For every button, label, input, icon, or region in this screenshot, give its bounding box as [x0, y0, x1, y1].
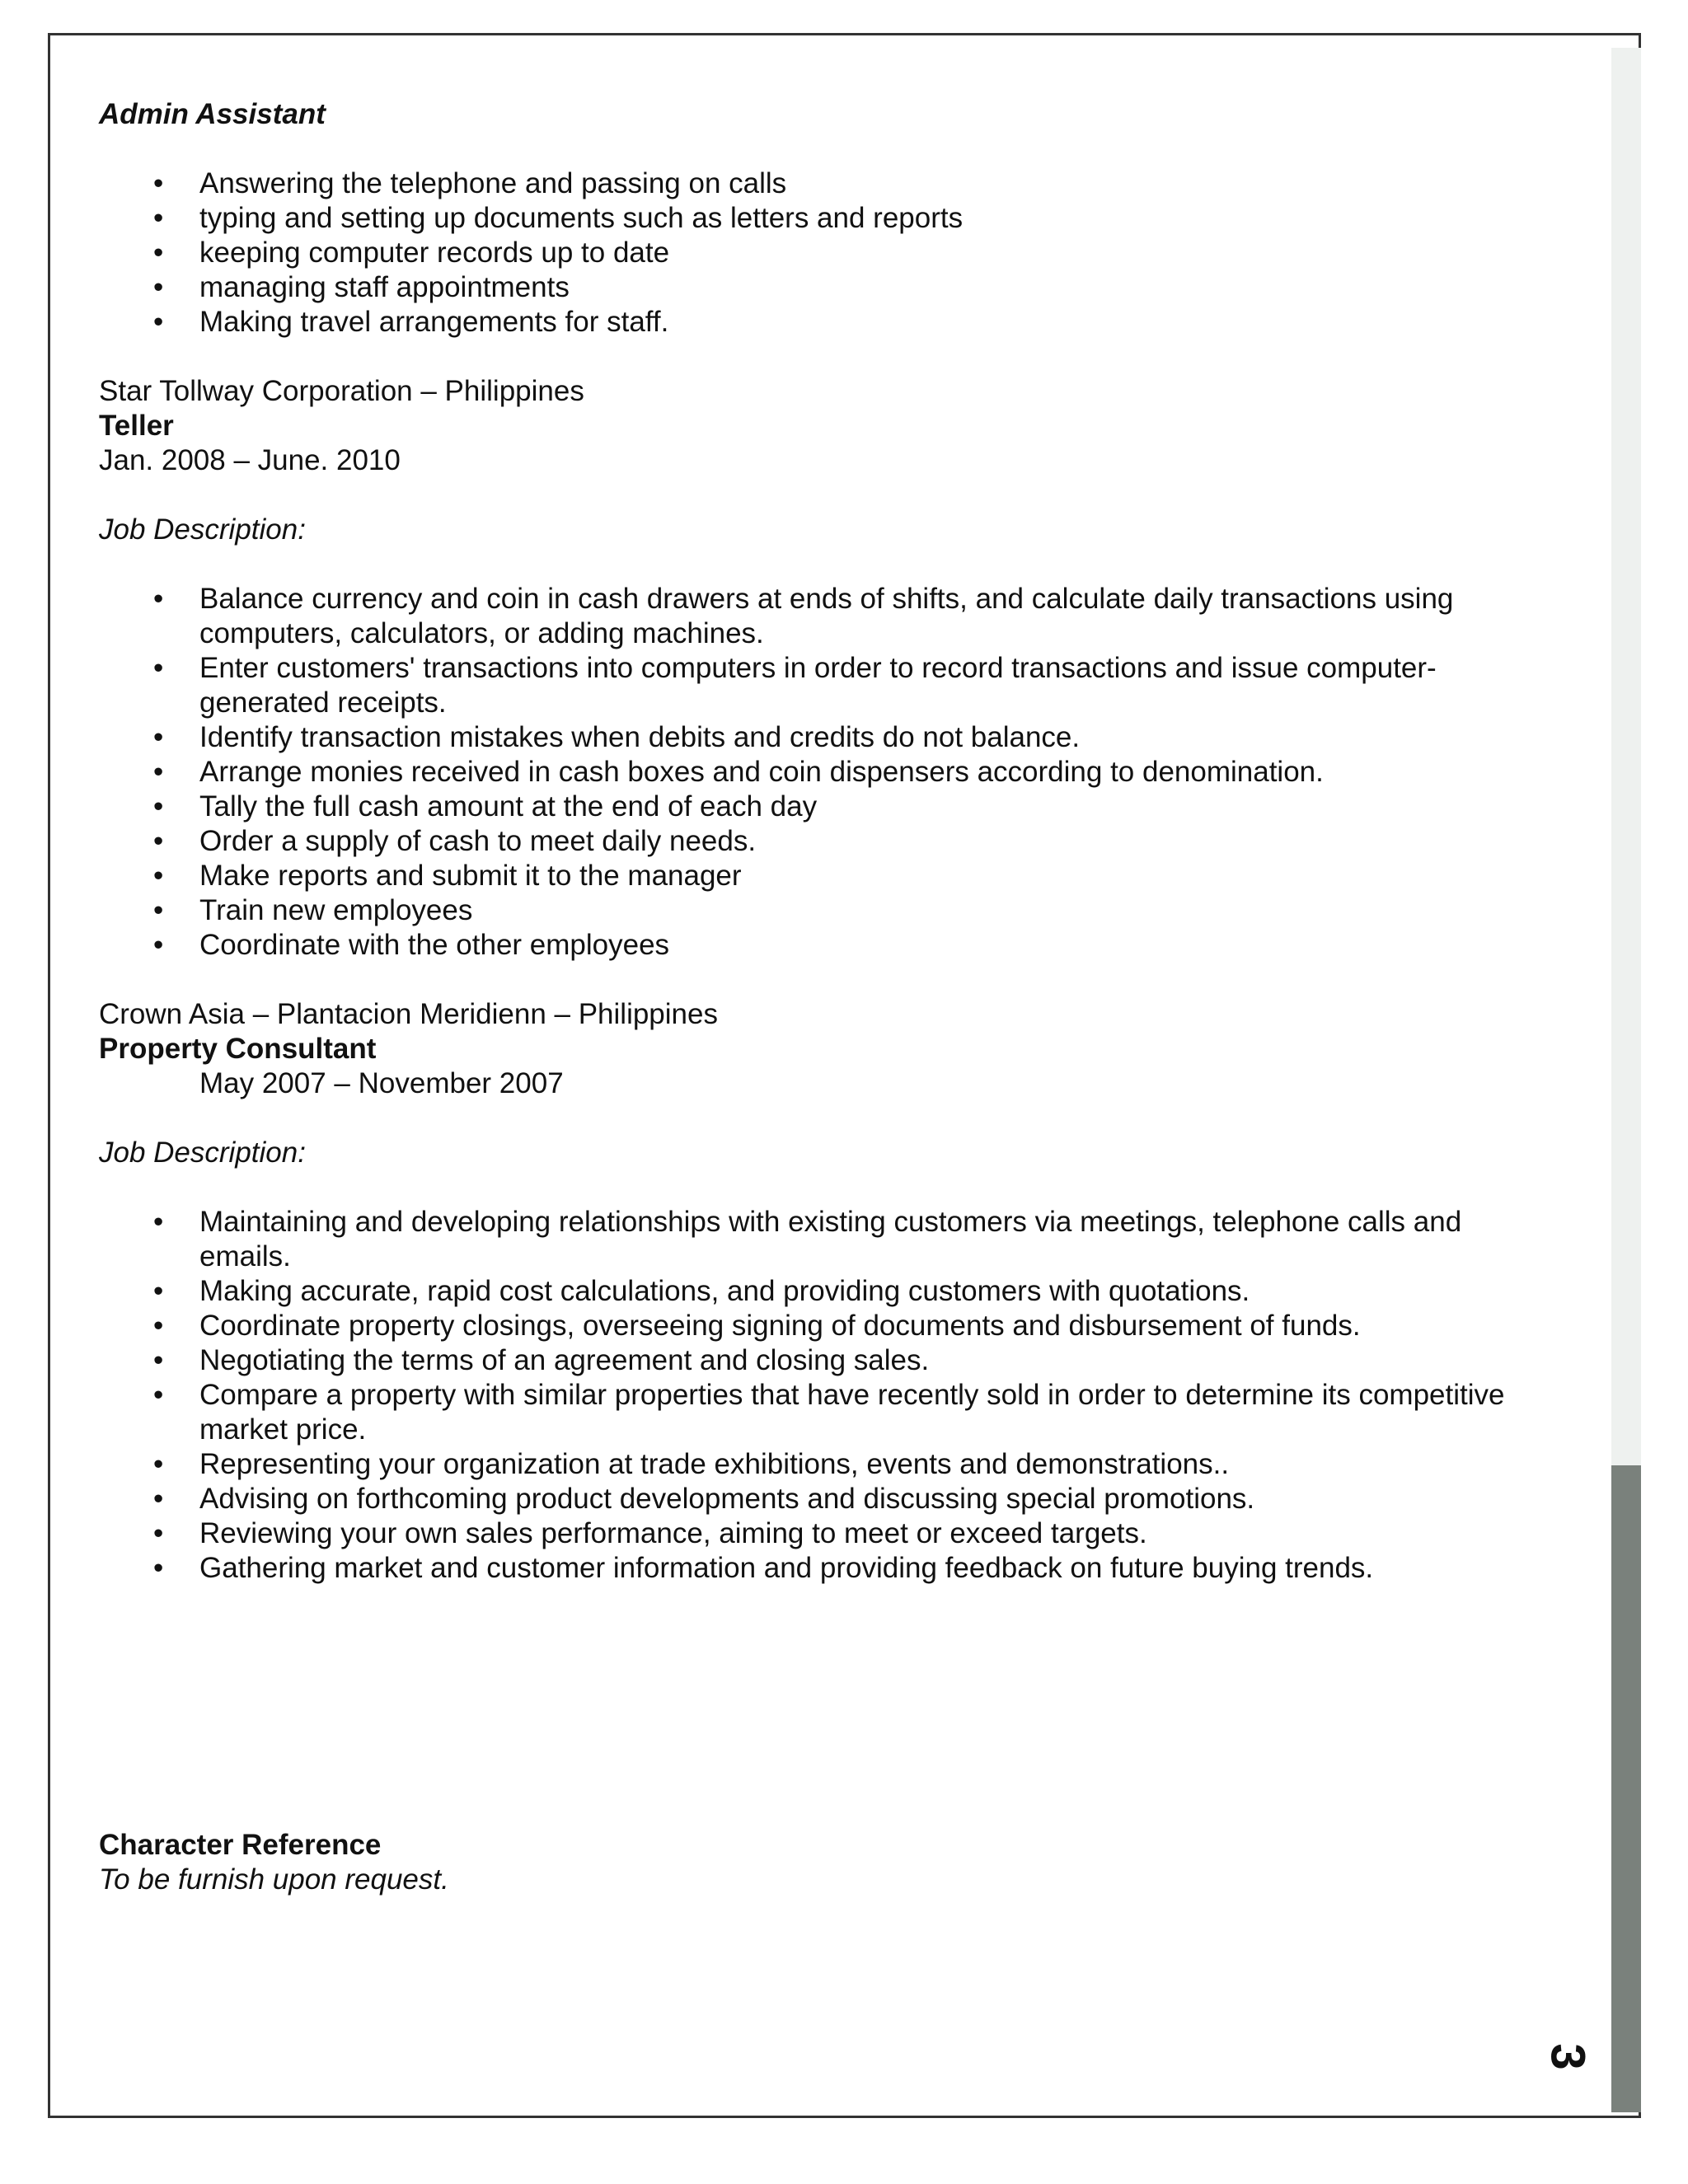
bullet-icon: •: [153, 237, 164, 269]
admin-title: Admin Assistant: [99, 98, 326, 130]
list-item: • typing and setting up documents such as letters and reports: [153, 202, 964, 234]
list-item: • Gathering market and customer information and providing feedback on future buying trends.: [153, 1552, 1374, 1584]
list-item: • Negotiating the terms of an agreement and closing sales.: [153, 1344, 930, 1376]
list-item: • Representing your organization at trade exhibitions, events and demonstrations..: [153, 1448, 1230, 1480]
bullet-icon: •: [153, 167, 164, 199]
list-item: • Enter customers' transactions into computers in order to record transactions and issue computer- generated receipts.: [153, 652, 1437, 719]
teller-jd-label: Job Description:: [99, 513, 306, 546]
list-item: • Make reports and submit it to the manager: [153, 860, 742, 892]
bullet-icon: •: [153, 790, 164, 823]
bullet-icon: •: [153, 1379, 164, 1411]
bullet-icon: •: [153, 860, 164, 892]
property-title: Property Consultant: [99, 1033, 377, 1065]
list-item: • Reviewing your own sales performance, aiming to meet or exceed targets.: [153, 1517, 1147, 1549]
list-item: • Tally the full cash amount at the end of each day: [153, 790, 818, 823]
list-item: • Train new employees: [153, 894, 473, 926]
bullet-icon: •: [153, 1448, 164, 1480]
list-item: • Maintaining and developing relationships with existing customers via meetings, telephone calls and emails.: [153, 1206, 1462, 1272]
bullet-icon: •: [153, 756, 164, 788]
list-item: • Making travel arrangements for staff.: [153, 306, 669, 338]
teller-title: Teller: [99, 410, 174, 442]
bullet-icon: •: [153, 1275, 164, 1307]
property-jd-label: Job Description:: [99, 1137, 306, 1169]
list-item: • keeping computer records up to date: [153, 237, 670, 269]
list-item: • Identify transaction mistakes when debits and credits do not balance.: [153, 721, 1081, 753]
property-company: Crown Asia – Plantacion Meridienn – Philippines: [99, 998, 718, 1030]
bullet-icon: •: [153, 271, 164, 303]
list-item: • Making accurate, rapid cost calculations, and providing customers with quotations.: [153, 1275, 1250, 1307]
list-item: • Arrange monies received in cash boxes and coin dispensers according to denomination.: [153, 756, 1324, 788]
property-bullet-list: [99, 1205, 1582, 1586]
list-item: • managing staff appointments: [153, 271, 570, 303]
bullet-icon: •: [153, 721, 164, 753]
bullet-icon: •: [153, 1552, 164, 1584]
list-item: • Coordinate with the other employees: [153, 929, 670, 961]
bullet-icon: •: [153, 583, 164, 615]
side-bar-light: [1611, 48, 1641, 1465]
reference-title: Character Reference: [99, 1829, 382, 1861]
bullet-icon: •: [153, 1206, 164, 1238]
bullet-icon: •: [153, 1310, 164, 1342]
reference-text: To be furnish upon request.: [99, 1863, 449, 1896]
list-item: • Coordinate property closings, overseeing signing of documents and disbursement of funds.: [153, 1310, 1361, 1342]
bullet-icon: •: [153, 825, 164, 857]
teller-company: Star Tollway Corporation – Philippines: [99, 375, 584, 407]
teller-dates: Jan. 2008 – June. 2010: [99, 444, 401, 476]
list-item: • Advising on forthcoming product developments and discussing special promotions.: [153, 1483, 1255, 1515]
bullet-icon: •: [153, 306, 164, 338]
bullet-icon: •: [153, 929, 164, 961]
bullet-icon: •: [153, 1483, 164, 1515]
bullet-icon: •: [153, 894, 164, 926]
list-item: • Order a supply of cash to meet daily needs.: [153, 825, 757, 857]
list-item: • Answering the telephone and passing on calls: [153, 167, 787, 199]
teller-bullet-list: [99, 582, 1582, 963]
side-bar-dark: [1611, 1465, 1641, 2112]
admin-bullet-list: [99, 166, 1582, 340]
bullet-icon: •: [153, 1517, 164, 1549]
bullet-icon: •: [153, 202, 164, 234]
property-dates: May 2007 – November 2007: [199, 1067, 564, 1099]
resume-content: [99, 97, 1582, 1897]
bullet-icon: •: [153, 652, 164, 684]
page-number: 3: [1540, 2043, 1595, 2070]
list-item: • Balance currency and coin in cash drawers at ends of shifts, and calculate daily transactions using computers, calculators, or adding machines.: [153, 583, 1454, 649]
list-item: • Compare a property with similar properties that have recently sold in order to determine its competitive market price.: [153, 1379, 1505, 1446]
bullet-icon: •: [153, 1344, 164, 1376]
